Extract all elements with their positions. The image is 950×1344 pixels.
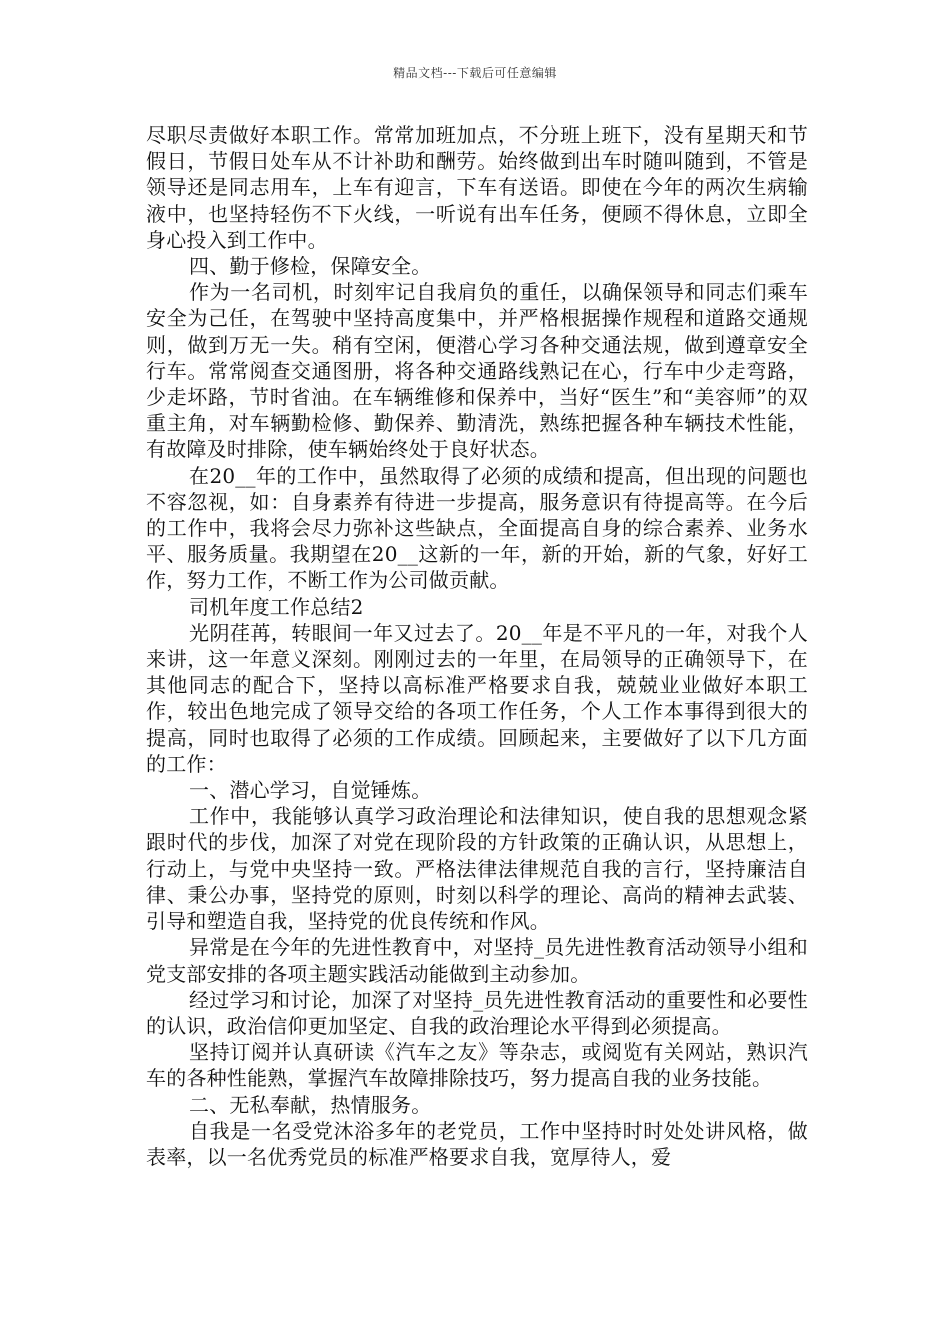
page-header: 精品文档---下载后可任意编辑 bbox=[393, 66, 557, 80]
section-heading: 一、潜心学习，自觉锤炼。 bbox=[189, 778, 432, 803]
paragraph: 经过学习和讨论，加深了对坚持_员先进性教育活动的重要性和必要性的认识，政治信仰更加坚定、自我的政治理论水平得到必须提高。 bbox=[146, 987, 808, 1038]
document-title: 司机年度工作总结2 bbox=[189, 594, 364, 619]
document-body bbox=[146, 122, 808, 1170]
paragraph: 工作中，我能够认真学习政治理论和法律知识，使自我的思想观念紧跟时代的步伐，加深了对党在现阶段的方针政策的正确认识，从思想上，行动上，与党中央坚持一致。严格法律法律规范自我的言行，坚持廉洁自律、秉公办事，坚持党的原则，时刻以科学的理论、高尚的精神去武装、引导和塑造自我，坚持党的优良传统和作风。 bbox=[146, 804, 808, 934]
paragraph: 尽职尽责做好本职工作。常常加班加点，不分班上班下，没有星期天和节假日，节假日处车从不计补助和酬劳。始终做到出车时随叫随到，不管是领导还是同志用车，上车有迎言，下车有送语。即使在今年的两次生病输液中，也坚持轻伤不下火线，一听说有出车任务，便顾不得休息，立即全身心投入到工作中。 bbox=[146, 123, 808, 252]
section-heading: 二、无私奉献，热情服务。 bbox=[189, 1092, 432, 1117]
paragraph: 光阴荏苒，转眼间一年又过去了。20__年是不平凡的一年，对我个人来讲，这一年意义深刻。刚刚过去的一年里，在局领导的正确领导下，在其他同志的配合下，坚持以高标准严格要求自我，兢兢业业做好本职工作，较出色地完成了领导交给的各项工作任务，个人工作本事得到很大的提高，同时也取得了必须的工作成绩。回顾起来，主要做好了以下几方面的工作： bbox=[146, 620, 808, 776]
paragraph: 在20__年的工作中，虽然取得了必须的成绩和提高，但出现的问题也不容忽视，如：自身素养有待进一步提高，服务意识有待提高等。在今后的工作中，我将会尽力弥补这些缺点，全面提高自身的综合素养、业务水平、服务质量。我期望在20__这新的一年，新的开始，新的气象，好好工作，努力工作，不断工作为公司做贡献。 bbox=[146, 463, 808, 593]
paragraph: 异常是在今年的先进性教育中，对坚持_员先进性教育活动领导小组和党支部安排的各项主题实践活动能做到主动参加。 bbox=[146, 935, 808, 986]
section-heading: 四、勤于修检，保障安全。 bbox=[189, 254, 432, 279]
paragraph: 作为一名司机，时刻牢记自我肩负的重任，以确保领导和同志们乘车安全为己任，在驾驶中坚持高度集中，并严格根据操作规程和道路交通规则，做到万无一失。稍有空闲，便潜心学习各种交通法规，做到遵章安全行车。常常阅查交通图册，将各种交通路线熟记在心，行车中少走弯路，少走坏路，节时省油。在车辆维修和保养中，当好“医生”和“美容师”的双重主角，对车辆勤检修、勤保养、勤清洗，熟练把握各种车辆技术性能，有故障及时排除，使车辆始终处于良好状态。 bbox=[146, 280, 808, 462]
paragraph: 坚持订阅并认真研读《汽车之友》等杂志，或阅览有关网站，熟识汽车的各种性能熟，掌握汽车故障排除技巧，努力提高自我的业务技能。 bbox=[146, 1040, 808, 1091]
paragraph: 自我是一名受党沐浴多年的老党员，工作中坚持时时处处讲风格，做表率，以一名优秀党员的标准严格要求自我，宽厚待人，爱 bbox=[146, 1118, 808, 1169]
